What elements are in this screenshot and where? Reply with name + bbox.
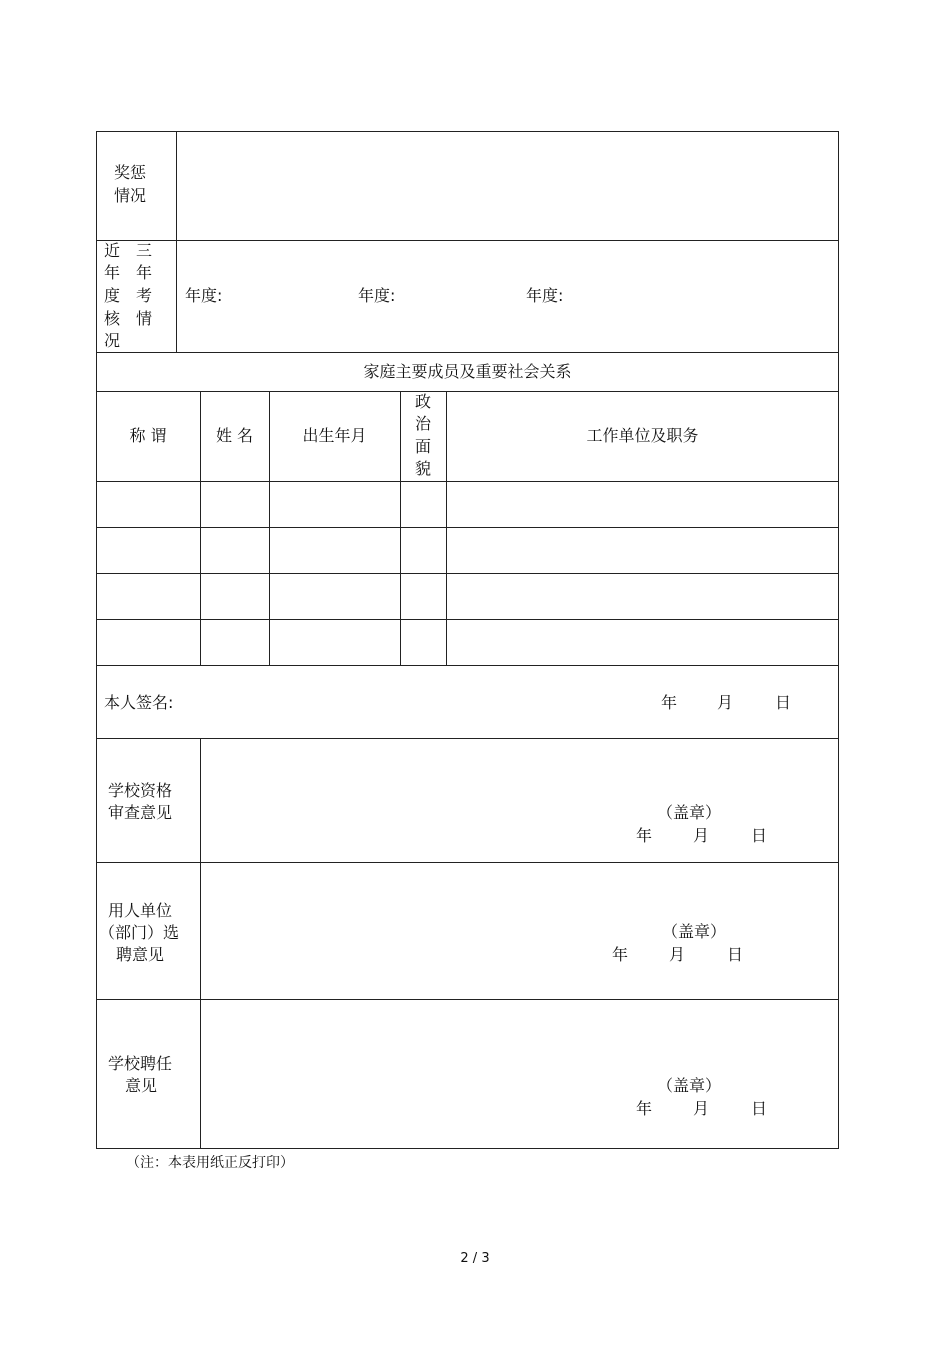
seal-label: （盖章） [657, 803, 722, 822]
awards-label: 奖惩 [114, 163, 147, 182]
date-month: 月 [693, 826, 710, 845]
seal-label: （盖章） [657, 1076, 722, 1095]
header-relation: 称 谓 [129, 426, 167, 445]
school-review-label: 学校资格 [108, 781, 173, 800]
row-divider [96, 352, 839, 353]
family-section-title: 家庭主要成员及重要社会关系 [363, 362, 572, 381]
column-divider [200, 738, 201, 1149]
date-year: 年 [636, 826, 653, 845]
employer-label: 用人单位 [108, 901, 173, 920]
header-name: 姓 名 [215, 426, 254, 445]
date-year: 年 [636, 1099, 653, 1118]
row-divider [96, 619, 839, 620]
employer-label: （部门）选 [99, 923, 180, 942]
row-divider [96, 665, 839, 666]
evaluation-label: 年 年 [104, 263, 153, 282]
header-work: 工作单位及职务 [586, 426, 699, 445]
row-divider [96, 573, 839, 574]
date-day: 日 [751, 1099, 768, 1118]
row-divider [96, 527, 839, 528]
date-month: 月 [693, 1099, 710, 1118]
print-note: （注：本表用纸正反打印） [126, 1155, 294, 1171]
header-political: 治 [414, 414, 431, 433]
header-political: 面 [414, 437, 431, 456]
employer-label: 聘意见 [116, 945, 165, 964]
date-day: 日 [775, 693, 792, 712]
evaluation-label: 度 考 [104, 286, 153, 305]
evaluation-label: 近 三 [104, 241, 153, 260]
row-divider [96, 240, 839, 241]
year-label: 年度: [185, 286, 223, 305]
year-label: 年度: [526, 286, 564, 305]
date-year: 年 [661, 693, 678, 712]
page-number: 2 / 3 [460, 1251, 490, 1266]
school-review-label: 审查意见 [108, 803, 173, 822]
seal-label: （盖章） [662, 922, 727, 941]
date-day: 日 [751, 826, 768, 845]
date-day: 日 [727, 945, 744, 964]
row-divider [96, 738, 839, 739]
evaluation-label: 核 情 [104, 309, 153, 328]
date-year: 年 [612, 945, 629, 964]
row-divider [96, 999, 839, 1000]
row-divider [96, 481, 839, 482]
row-divider [96, 862, 839, 863]
signature-label: 本人签名: [104, 693, 174, 712]
date-month: 月 [717, 693, 734, 712]
header-political: 貌 [414, 459, 431, 478]
header-political: 政 [414, 392, 431, 411]
year-label: 年度: [358, 286, 396, 305]
evaluation-label: 况 [104, 331, 121, 350]
date-month: 月 [669, 945, 686, 964]
header-birth: 出生年月 [302, 426, 367, 445]
appointment-label: 意见 [125, 1076, 158, 1095]
column-divider [176, 131, 177, 352]
application-form-table [96, 131, 839, 1149]
awards-label: 情况 [114, 186, 147, 205]
appointment-label: 学校聘任 [108, 1054, 173, 1073]
awards-content-field[interactable] [178, 133, 836, 239]
row-divider [96, 391, 839, 392]
